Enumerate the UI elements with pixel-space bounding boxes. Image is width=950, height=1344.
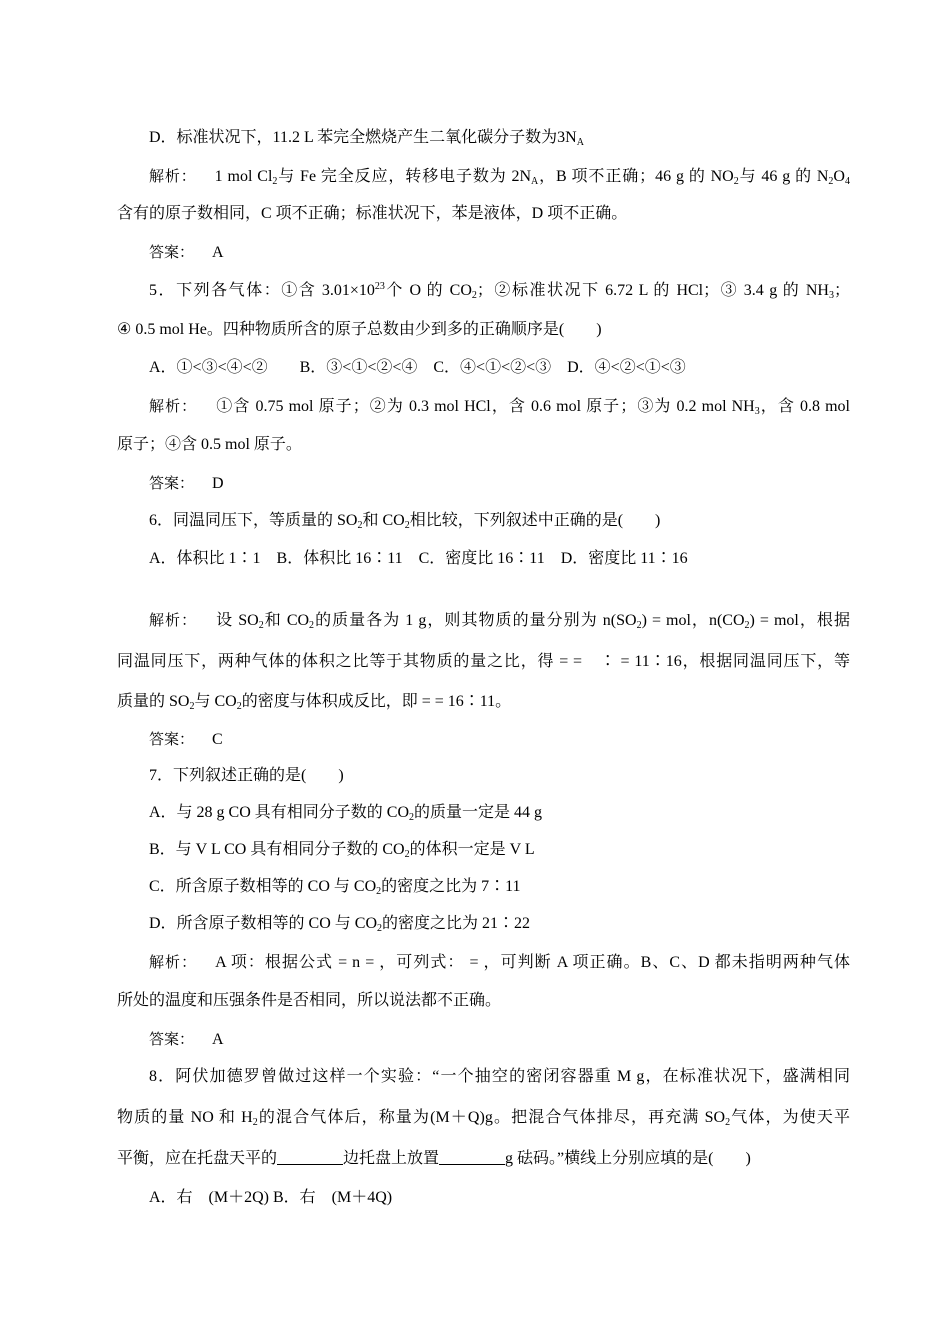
q5-options: A．①<③<④<② B．③<①<②<④ C．④<①<②<③ D．④<②<①<③ <box>149 359 686 376</box>
q7-option-a: A．与 28 g CO 具有相同分子数的 $CO_2$的质量一定是 44 g <box>149 804 543 823</box>
answer-label: 答案： <box>149 1030 195 1048</box>
explain-label: 解析： <box>149 953 198 971</box>
q6-explanation-line3: 质量的 $SO_2$与 $CO_2$的密度与体积成反比，即 = = 16∶11。 <box>117 693 512 712</box>
q5-stem-line1: 5．下列各气体：①含 $3.01\times 10^{23}$个 O 的 $CO_2$；②标准状况下 6.72 L 的 HCl；③ 3.4 g 的 $NH_3$； <box>149 281 850 301</box>
q7-explanation-line1: 解析： A 项：根据公式 = n = ，可列式： = ，可判断 A 项正确。B、C、D 都未指明两种气体 <box>149 953 850 971</box>
answer-label: 答案： <box>149 730 195 748</box>
q4-explanation-line1: 解析： 1 mol $Cl_2$与 Fe 完全反应，转移电子数为 $2N_A$，B 项不正确；46 g 的 $NO_2$与 46 g 的 $N_2O_4$ <box>149 167 850 187</box>
q4-option-d: D．标准状况下，11.2 L 苯完全燃烧产生二氧化碳分子数为$3N_A$ <box>149 129 584 148</box>
q7-option-c: C．所含原子数相等的 CO 与 $CO_2$的密度之比为 7∶11 <box>149 878 521 897</box>
answer-label: 答案： <box>149 474 195 492</box>
q6-options: A．体积比 1∶1 B．体积比 16∶11 C．密度比 16∶11 D．密度比 11∶16 <box>149 550 688 567</box>
q4-answer: 答案： A <box>149 243 224 261</box>
q5-answer: 答案： D <box>149 474 224 492</box>
explain-label: 解析： <box>149 611 198 629</box>
q7-answer: 答案： A <box>149 1030 224 1048</box>
q6-explanation-line2: 同温同压下，两种气体的体积之比等于其物质的量之比，得 = = ∶ = 11∶16，根据同温同压下，等 <box>117 653 850 670</box>
q6-explanation-line1: 解析： 设 $SO_2$和 $CO_2$的质量各为 1 g，则其物质的量分别为 $n(SO_2)$ = mol，$n(CO_2)$ = mol，根据 <box>149 611 850 631</box>
answer-label: 答案： <box>149 243 195 261</box>
answer-blank-2 <box>439 1148 505 1165</box>
q7-explanation-line2: 所处的温度和压强条件是否相同，所以说法都不正确。 <box>117 992 502 1009</box>
q7-stem: 7．下列叙述正确的是( ) <box>149 767 344 784</box>
q8-stem-line2: 物质的量 NO 和 $H_2$的混合气体后，称量为(M＋Q)g。把混合气体排尽，再充满 $SO_2$气体，为使天平 <box>117 1109 850 1128</box>
explain-label: 解析： <box>149 167 197 185</box>
q8-stem-line1: 8．阿伏加德罗曾做过这样一个实验：“一个抽空的密闭容器重 M g，在标准状况下，盛满相同 <box>149 1068 850 1085</box>
q8-options: A．右 (M＋2Q) B．右 (M＋4Q) <box>149 1189 393 1206</box>
q5-explanation-line2: 原子；④含 0.5 mol 原子。 <box>117 436 302 453</box>
q5-stem-line2: ④ 0.5 mol He。四种物质所含的原子总数由少到多的正确顺序是( ) <box>117 321 602 338</box>
q4-explanation-line2: 含有的原子数相同，C 项不正确；标准状况下，苯是液体，D 项不正确。 <box>117 205 628 222</box>
q7-option-d: D．所含原子数相等的 CO 与 $CO_2$的密度之比为 21∶22 <box>149 915 531 934</box>
q6-stem: 6．同温同压下，等质量的 $SO_2$和 $CO_2$相比较，下列叙述中正确的是( ) <box>149 512 661 531</box>
q6-answer: 答案： C <box>149 730 223 748</box>
q5-explanation-line1: 解析： ①含 0.75 mol 原子；②为 0.3 mol HCl，含 0.6 mol 原子；③为 0.2 mol $NH_3$，含 0.8 mol <box>149 397 850 417</box>
q7-option-b: B．与 V L CO 具有相同分子数的 $CO_2$的体积一定是 V L <box>149 841 535 860</box>
q8-stem-line3: 平衡，应在托盘天平的 边托盘上放置 g 砝码。”横线上分别应填的是( ) <box>117 1150 751 1167</box>
explain-label: 解析： <box>149 397 198 415</box>
answer-blank-1 <box>277 1148 343 1165</box>
